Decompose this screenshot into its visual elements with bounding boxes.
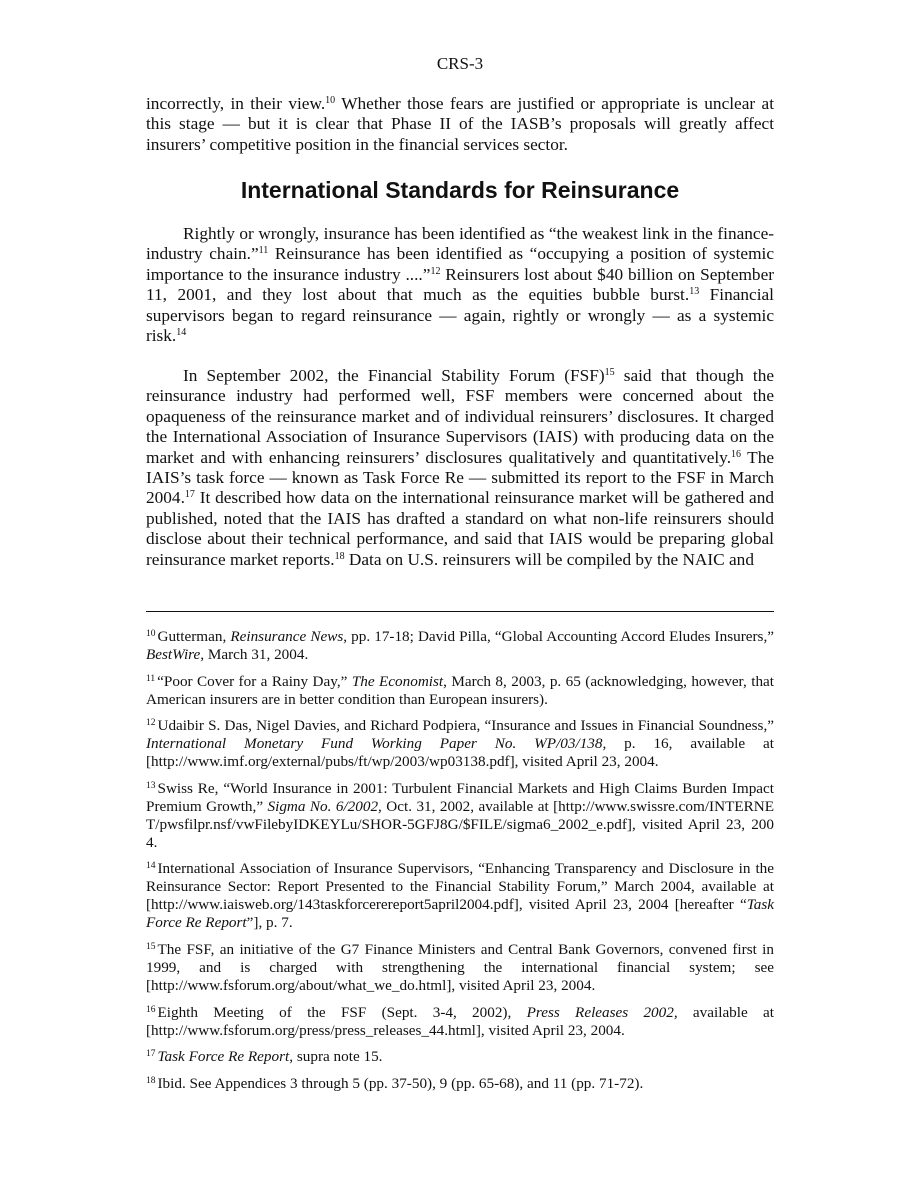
page-number: CRS-3 [436,54,484,73]
paragraph: incorrectly, in their view.$^{10}$ Whether those fears are justified or appropriate is unclear at this stage — but it is clear that Phase II of the IASB’s proposals will greatly affect insurers’ competitive position in the financial services sector. [146,94,775,154]
section-heading: International Standards for Reinsurance [240,177,680,203]
footnote-ref[interactable]: 15 [604,367,615,378]
footnote-15: $^{15}$ The FSF, an initiative of the G7 Finance Ministers and Central Bank Governors, convened first in 1999, and is charged with strengthening the international financial system; see [http://www.fsforum.org/about/what_we_do.html], visited April 23, 2004. [146,940,774,994]
footnote-10: $^{10}$ Gutterman, Reinsurance News, pp. 17-18; David Pilla, “Global Accounting Accord Eludes Insurers,” BestWire, March 31, 2004. [146,628,774,663]
footnote-ref[interactable]: 10 [325,95,336,106]
footnote-divider [146,611,774,612]
footnote-12: $^{12}$ Udaibir S. Das, Nigel Davies, and Richard Podpiera, “Insurance and Issues in Financial Soundness,” International Monetary Fund Working Paper No. WP/03/138, p. 16, available at [http://www.imf.org/external/pubs/ft/wp/2003/wp03138.pdf], visited April 23, 2004. [146,717,774,771]
footnote-18: $^{18}$ Ibid. See Appendices 3 through 5 (pp. 37-50), 9 (pp. 65-68), and 11 (pp. 71-72). [146,1074,644,1092]
footnotes [146,628,774,1101]
paragraph-reinsurance-risk [146,224,774,346]
paragraph: In September 2002, the Financial Stability Forum (FSF)$^{15}$ said that though the reinsurance industry had performed well, FSF members were concerned about the opaqueness of the reinsurance market and of individual reinsurers’ disclosures. It charged the International Association of Insurance Supervisors (IAIS) with producing data on the market and with enhancing reinsurers’ disclosures qualitatively and quantitatively.$^{16}$ The IAIS’s task force — known as Task Force Re — submitted its report to the FSF in March 2004.17 It described how data on the international reinsurance market will be gathered and published, noted that the IAIS has drafted a standard on what non-life reinsurers should disclose about their technical performance, and said that IAIS would be preparing global reinsurance market reports.$^{18}$ Data on U.S. reinsurers will be compiled by the NAIC and [146,366,775,569]
footnote-11: $^{11}$ “Poor Cover for a Rainy Day,” The Economist, March 8, 2003, p. 65 (acknowledging, however, that American insurers are in better condition than European insurers). [146,672,774,708]
footnote-ref[interactable]: 16 [731,448,742,460]
footnote-ref[interactable]: 11 [258,245,269,257]
footnote-14: $^{14}$ International Association of Insurance Supervisors, “Enhancing Transparency and Disclosure in the Reinsurance Sector: Report Presented to the Financial Stability Forum,” March 2004, available at [http://www.iaisweb.org/143taskforcerereport5april2004.pdf], visited April 23, 2004 [hereafter “Task Force Re Report”], p. 7. [146,860,774,932]
footnote-ref[interactable]: 18 [334,550,345,562]
footnote-17: $^{17}$ Task Force Re Report, supra note 15. [146,1048,383,1066]
footnote-ref[interactable]: 17 [184,489,195,501]
paragraph: Rightly or wrongly, insurance has been identified as “the weakest link in the finance-industry chain.”$^{11}$ Reinsurance has been identified as “occupying a position of systemic importance to the insurance industry ....”$^{12}$ Reinsurers lost about $40 billion on September 11, 2001, and they lost about that much as the equities bubble burst.$^{13}$ Financial supervisors began to regard reinsurance — again, rightly or wrongly — as a systemic risk.$^{14}$ [146,224,775,346]
footnote-ref[interactable]: 13 [689,286,700,298]
footnote-13: $^{13}$ Swiss Re, “World Insurance in 2001: Turbulent Financial Markets and High Claims Burden Impact Premium Growth,” Sigma No. 6/2002, Oct. 31, 2002, available at [http://www.swissre.com/INTERNET/pwsfilpr.nsf/vwFilebyIDKEYLu/SHOR-5GFJ8G/$FILE/sigma6_2002_e.pdf], visited April 23, 2004. [146,779,774,851]
footnote-ref[interactable]: 12 [430,265,441,277]
paragraph-continuation [146,94,774,155]
footnote-16: $^{16}$ Eighth Meeting of the FSF (Sept. 3-4, 2002), Press Releases 2002, available at [http://www.fsforum.org/press/press_releases_44.html], visited April 23, 2004. [146,1003,774,1039]
paragraph-fsf [146,366,774,570]
footnote-ref[interactable]: 14 [176,327,187,339]
